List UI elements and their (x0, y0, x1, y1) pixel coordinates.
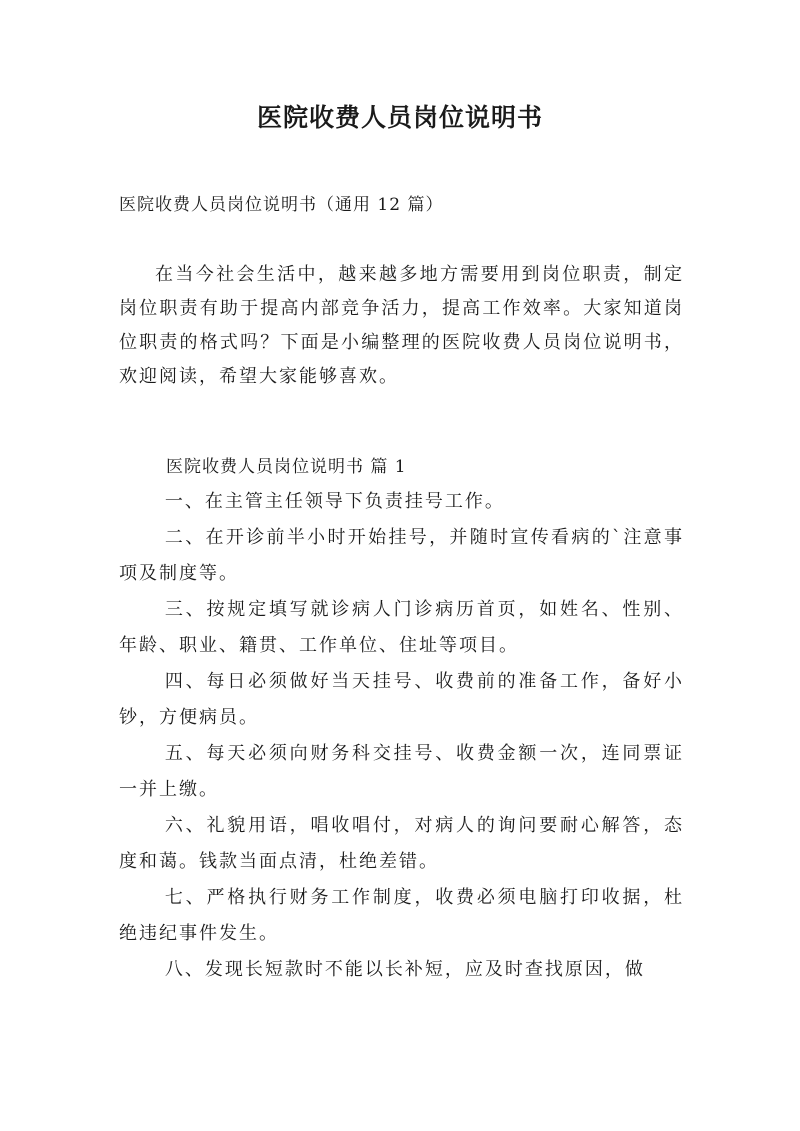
intro-paragraph: 在当今社会生活中，越来越多地方需要用到岗位职责，制定岗位职责有助于提高内部竞争活力，提高工作效率。大家知道岗位职责的格式吗？下面是小编整理的医院收费人员岗位说明书，欢迎阅读，希望大家能够喜欢。 (119, 264, 684, 387)
duty-list (119, 484, 684, 988)
document-subtitle: 医院收费人员岗位说明书（通用 12 篇） (119, 195, 444, 215)
page-title: 医院收费人员岗位说明书 (256, 103, 543, 132)
list-item: 三、按规定填写就诊病人门诊病历首页，如姓名、性别、年龄、职业、籍贯、工作单位、住址等项目。 (119, 599, 684, 656)
list-item: 二、在开诊前半小时开始挂号，并随时宣传看病的`注意事项及制度等。 (119, 527, 684, 584)
list-item: 一、在主管主任领导下负责挂号工作。 (164, 491, 505, 512)
list-item: 八、发现长短款时不能以长补短，应及时查找原因，做 (164, 959, 645, 980)
list-item: 四、每日必须做好当天挂号、收费前的准备工作，备好小钞，方便病员。 (119, 671, 684, 728)
list-item: 六、礼貌用语，唱收唱付，对病人的询问要耐心解答，态度和蔼。钱款当面点清，杜绝差错。 (119, 815, 684, 872)
list-item: 七、严格执行财务工作制度，收费必须电脑打印收据，杜绝违纪事件发生。 (119, 887, 684, 944)
list-item: 五、每天必须向财务科交挂号、收费金额一次，连同票证一并上缴。 (119, 743, 684, 800)
section-heading: 医院收费人员岗位说明书 篇 1 (166, 457, 407, 477)
